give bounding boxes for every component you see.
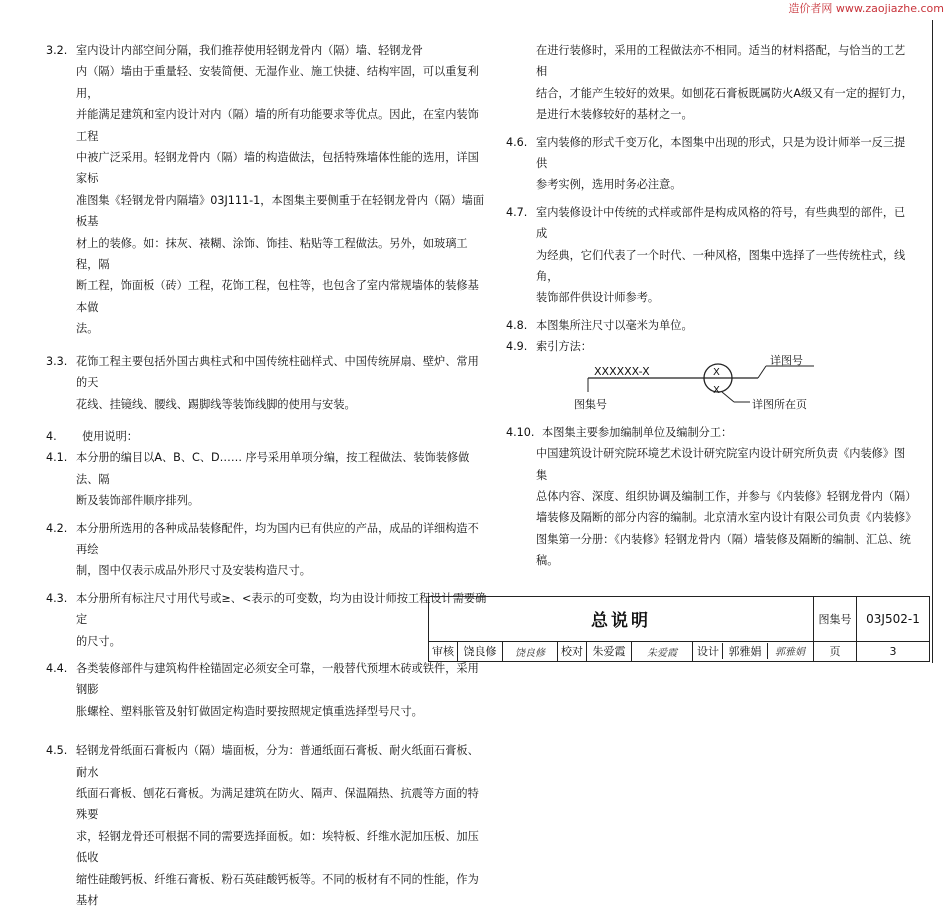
detail-no-symbol: X	[713, 366, 720, 378]
section-4-5-continued	[506, 40, 916, 126]
section-3-2	[46, 40, 488, 61]
text-line: 断及装饰部件顺序排列。	[76, 494, 200, 508]
text-line: 轻钢龙骨纸面石膏板内（隔）墙面板，分为：普通纸面石膏板、耐火纸面石膏板、耐水	[76, 744, 479, 779]
section-number: 4.	[46, 429, 57, 443]
page-no-symbol: X	[713, 384, 720, 396]
design-signature: 郭雅娟	[775, 647, 805, 659]
section-number: 4.7.	[506, 205, 528, 219]
text-line: 本分册的编目以A、B、C、D…… 序号采用单项分编，按工程做法、装饰装修做法、隔	[76, 451, 470, 486]
page-label: 页	[814, 641, 857, 661]
text-line: 索引方法：	[536, 340, 592, 354]
spacer	[46, 415, 488, 426]
drawing-title: 总说明	[429, 597, 814, 642]
text-line: 求，轻钢龙骨还可根据不同的需要选择面板。如：埃特板、纤维水泥加压板、加压低收	[76, 829, 479, 865]
spacer	[46, 722, 488, 740]
section-number: 4.6.	[506, 135, 528, 149]
text-line: 结合，才能产生较好的效果。如刨花石膏板既属防火A级又有一定的握钉力，	[536, 86, 913, 100]
check-signature: 朱爱霞	[632, 641, 693, 661]
atlas-code: XXXXXX-X	[594, 364, 650, 378]
label-detail-page: 详图所在页	[752, 397, 807, 411]
text-line: 材上的装修。如：抹灰、裱糊、涂饰、饰挂、粘贴等工程做法。另外，如玻璃工程，隔	[76, 236, 468, 272]
text-line: 室内设计内部空间分隔，我们推荐使用轻钢龙骨内（隔）墙、轻钢龙骨	[76, 44, 423, 57]
section-number: 3.3.	[46, 354, 68, 368]
section-number: 4.10.	[506, 425, 535, 439]
text-line: 花线、挂镜线、腰线、踢脚线等装饰线脚的使用与安装。	[76, 397, 356, 411]
text-line: 的尺寸。	[76, 634, 121, 648]
section-number: 4.4.	[46, 661, 68, 675]
section-4-10	[506, 422, 916, 443]
text-line: 断工程，饰面板（砖）工程，花饰工程，包柱等，也包含了室内常规墙体的装修基本做	[76, 279, 479, 314]
text-line: 中国建筑设计研究院环境艺术设计研究院室内设计研究所负责《内装修》图集	[536, 447, 906, 482]
check-label: 校对	[558, 641, 587, 661]
section-4-4	[46, 658, 488, 722]
section-4-5	[46, 740, 488, 911]
text-line: 为经典，它们代表了一个时代、一种风格，图集中选择了一些传统柱式，线角，	[536, 248, 906, 284]
text-line: 内（隔）墙由于重量轻、安装简便、无湿作业、施工快捷、结构牢固，可以重复利用，	[76, 65, 479, 100]
text-line: 在进行装修时，采用的工程做法亦不相同。适当的材料搭配，与恰当的工艺相	[536, 44, 906, 79]
section-4-3	[46, 588, 488, 652]
text-line: 装饰部件供设计师参考。	[536, 291, 660, 305]
section-4-8	[506, 315, 916, 336]
review-label: 审核	[429, 641, 458, 661]
index-symbol-diagram	[546, 353, 916, 416]
text-line: 是进行木装修较好的基材之一。	[536, 108, 693, 122]
text-line: 室内装修的形式千变万化，本图集中出现的形式，只是为设计师举一反三提供	[536, 135, 906, 171]
text-line: 本图集所注尺寸以毫米为单位。	[536, 318, 693, 332]
text-line: 图集第一分册：《内装修》轻钢龙骨内（隔）墙装修及隔断的编制、汇总、统稿。	[536, 532, 911, 568]
section-4-10-body	[506, 443, 916, 571]
section-4-9	[506, 336, 916, 357]
text-line: 制，图中仅表示成品外形尺寸及安装构造尺寸。	[76, 564, 311, 578]
section-3-3	[46, 351, 488, 415]
section-4-6	[506, 132, 916, 196]
text-line: 花饰工程主要包括外国古典柱式和中国传统柱础样式、中国传统屏扇、壁炉、常用的天	[76, 354, 479, 390]
text-line: 本分册所选用的各种成品装修配件，均为国内已有供应的产品，成品的详细构造不再绘	[76, 521, 479, 556]
atlas-no-label: 图集号	[814, 597, 857, 642]
atlas-no: 03J502-1	[857, 597, 930, 642]
check-name: 朱爱霞	[587, 641, 632, 661]
text-line: 缩性硅酸钙板、纤维石膏板、粉石英硅酸钙板等。不同的板材有不同的性能，作为基材	[76, 872, 479, 908]
section-title: 使用说明：	[82, 429, 138, 443]
design-name: 郭雅娟	[723, 643, 768, 659]
section-number: 4.5.	[46, 744, 68, 758]
text-line: 准图集《轻钢龙骨内隔墙》03J111-1，本图集主要侧重于在轻钢龙骨内（隔）墙面板基	[76, 193, 485, 229]
text-line: 参考实例，选用时务必注意。	[536, 178, 682, 192]
text-line: 中被广泛采用。轻钢龙骨内（隔）墙的构造做法，包括特殊墙体性能的选用，详国家标	[76, 151, 479, 186]
text-line: 室内装修设计中传统的式样或部件是构成风格的符号，有些典型的部件，已成	[536, 205, 906, 241]
section-number: 4.2.	[46, 521, 68, 535]
left-column	[46, 40, 488, 911]
text-line: 法。	[76, 322, 99, 336]
label-detail-no: 详图号	[770, 353, 803, 367]
title-block	[428, 596, 930, 662]
text-line: 墙装修及隔断的部分内容的编制。北京清水室内设计有限公司负责《内装修》	[536, 511, 917, 525]
text-line: 胀螺栓、塑料胀管及射钉做固定构造时要按照规定慎重选择型号尺寸。	[76, 704, 423, 718]
section-number: 4.9.	[506, 340, 528, 354]
design-label: 设计	[694, 643, 723, 659]
text-line: 并能满足建筑和室内设计对内（隔）墙的所有功能要求等优点。因此，在室内装饰工程	[76, 108, 479, 143]
page-number: 3	[857, 641, 930, 661]
section-3-2-body	[46, 61, 488, 339]
section-4	[46, 426, 488, 447]
label-atlas-no: 图集号	[574, 397, 607, 411]
design-group	[693, 641, 814, 661]
watermark: 造价者网 www.zaojiazhe.com	[788, 2, 944, 15]
text-line: 总体内容、深度、组织协调及编制工作，并参与《内装修》轻钢龙骨内（隔）	[536, 489, 917, 503]
section-title: 本图集主要参加编制单位及编制分工：	[542, 425, 733, 439]
review-name: 饶良修	[458, 641, 503, 661]
section-number: 4.3.	[46, 591, 68, 605]
section-4-7	[506, 202, 916, 309]
section-4-2	[46, 518, 488, 582]
section-4-1	[46, 447, 488, 511]
text-line: 各类装修部件与建筑构件栓锚固定必须安全可靠，一般替代预埋木砖或铁件，采用钢膨	[76, 661, 479, 697]
text-line: 本分册所有标注尺寸用代号或≥、<表示的可变数，均为由设计师按工程设计需要确定	[76, 591, 487, 627]
right-column	[506, 40, 916, 572]
section-number: 4.8.	[506, 318, 528, 332]
section-number: 4.1.	[46, 451, 68, 465]
spacer	[46, 340, 488, 351]
text-line: 纸面石膏板、刨花石膏板。为满足建筑在防火、隔声、保温隔热、抗震等方面的特殊要	[76, 787, 479, 822]
section-number: 3.2.	[46, 44, 68, 57]
review-signature: 饶良修	[503, 641, 558, 661]
